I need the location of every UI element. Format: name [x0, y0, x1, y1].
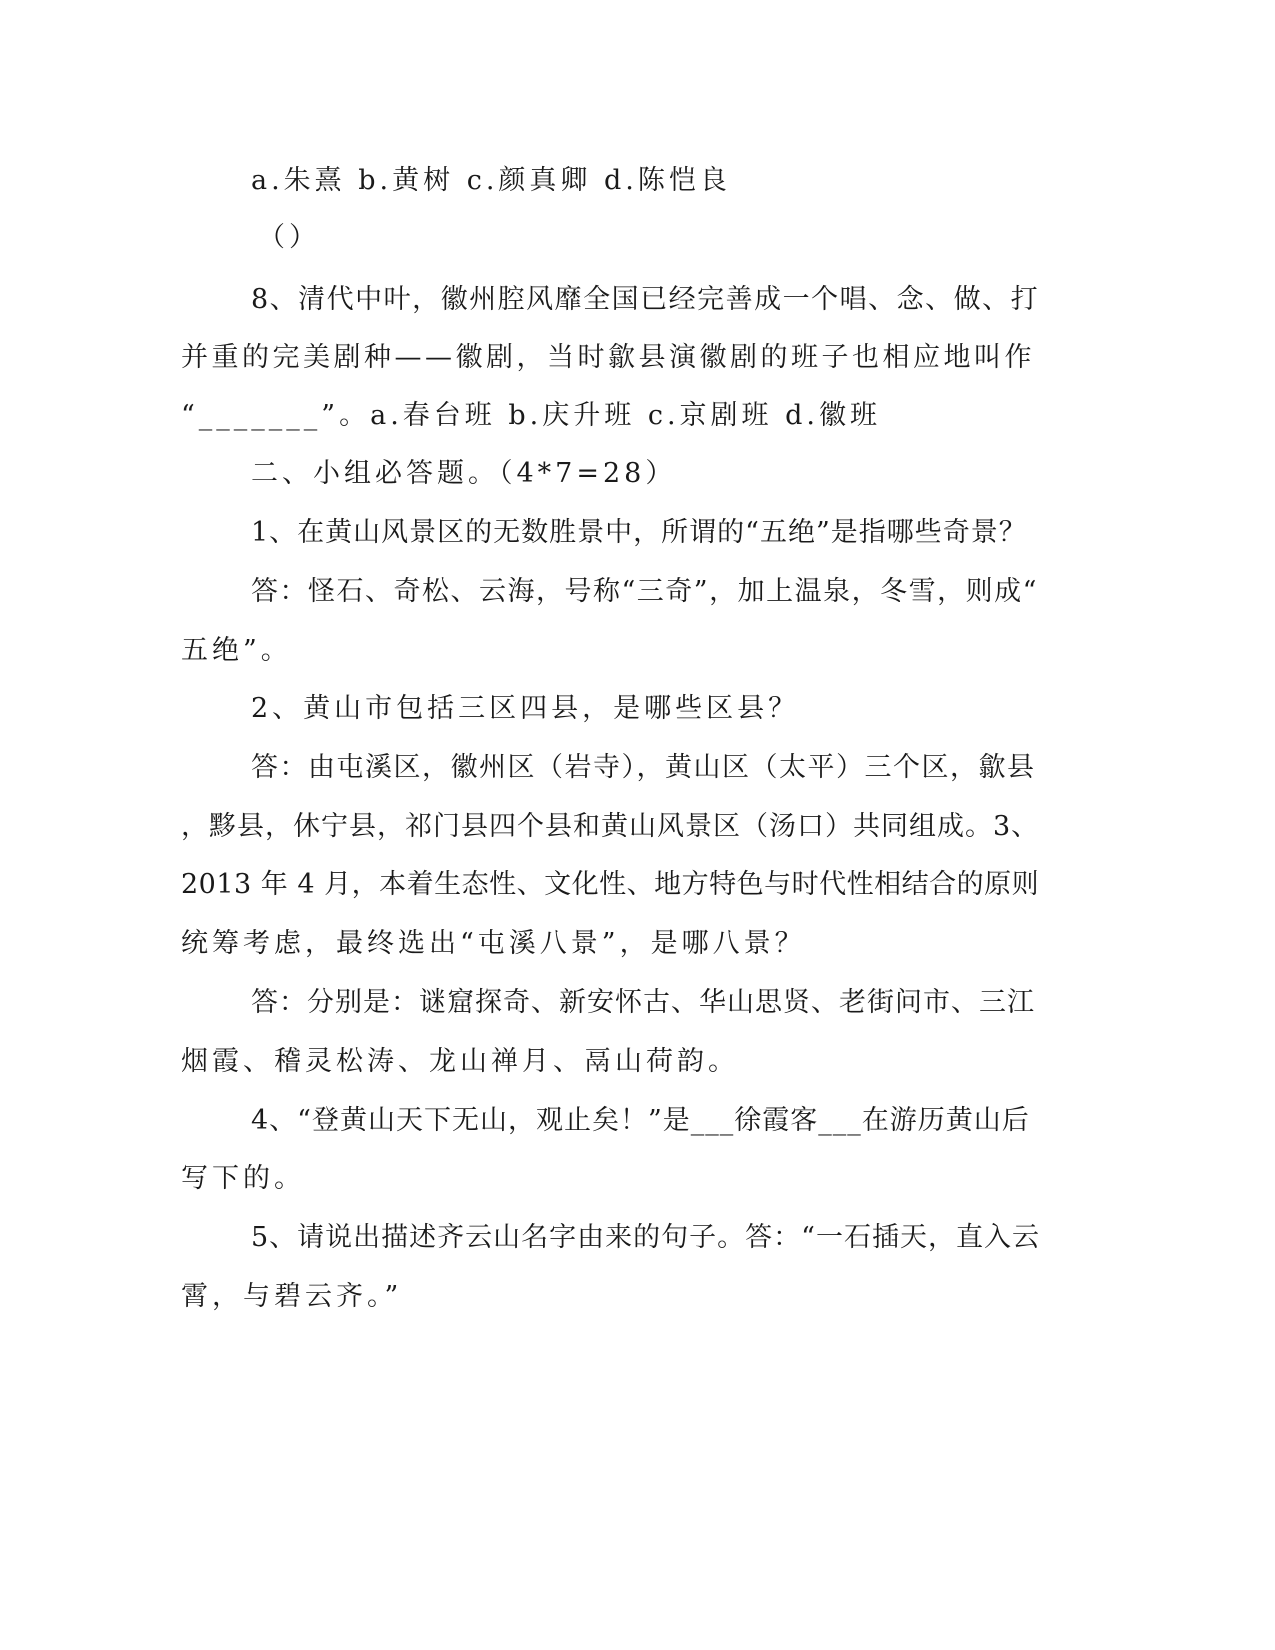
answer-3-line-1: 答：分别是：谜窟探奇、新安怀古、华山思贤、老街问市、三江: [251, 987, 1035, 1018]
answer-2-line-2: ，黟县，休宁县，祁门县四个县和黄山风景区（汤口）共同组成。3、: [181, 811, 1040, 842]
question-3-line-2: 统筹考虑，最终选出“屯溪八景”，是哪八景？: [181, 928, 806, 959]
question-2: 2、黄山市包括三区四县，是哪些区县？: [251, 693, 800, 724]
question-5-line-1: 5、请说出描述齐云山名字由来的句子。答：“一石插天，直入云: [251, 1222, 1040, 1253]
section-heading: 二、小组必答题。（4*7=28）: [251, 458, 677, 489]
answer-bracket: （）: [258, 222, 320, 253]
question-1: 1、在黄山风景区的无数胜景中，所谓的“五绝”是指哪些奇景？: [251, 517, 1027, 548]
question-3-line-1: 2013 年 4 月，本着生态性、文化性、地方特色与时代性相结合的原则: [181, 869, 1040, 900]
question-4-line-1: 4、“登黄山天下无山，观止矣！”是___徐霞客___在游历黄山后: [251, 1105, 1030, 1136]
question-4-line-2: 写下的。: [181, 1163, 305, 1194]
question-8-line-2: 并重的完美剧种——徽剧，当时歙县演徽剧的班子也相应地叫作: [181, 342, 1035, 373]
answer-1-line-1: 答：怪石、奇松、云海，号称“三奇”，加上温泉，冬雪，则成“: [251, 576, 1038, 607]
answer-1-line-2: 五绝”。: [181, 635, 292, 666]
options-line-q7: a.朱熹 b.黄树 c.颜真卿 d.陈恺良: [251, 165, 731, 196]
question-8-options: “_______”。a.春台班 b.庆升班 c.京剧班 d.徽班: [181, 400, 881, 431]
answer-3-line-2: 烟霞、稽灵松涛、龙山禅月、鬲山荷韵。: [181, 1046, 739, 1077]
answer-2-line-1: 答：由屯溪区，徽州区（岩寺），黄山区（太平）三个区，歙县: [251, 752, 1036, 783]
question-8-line-1: 8、清代中叶，徽州腔风靡全国已经完善成一个唱、念、做、打: [251, 284, 1040, 315]
question-5-line-2: 霄，与碧云齐。”: [181, 1281, 403, 1312]
